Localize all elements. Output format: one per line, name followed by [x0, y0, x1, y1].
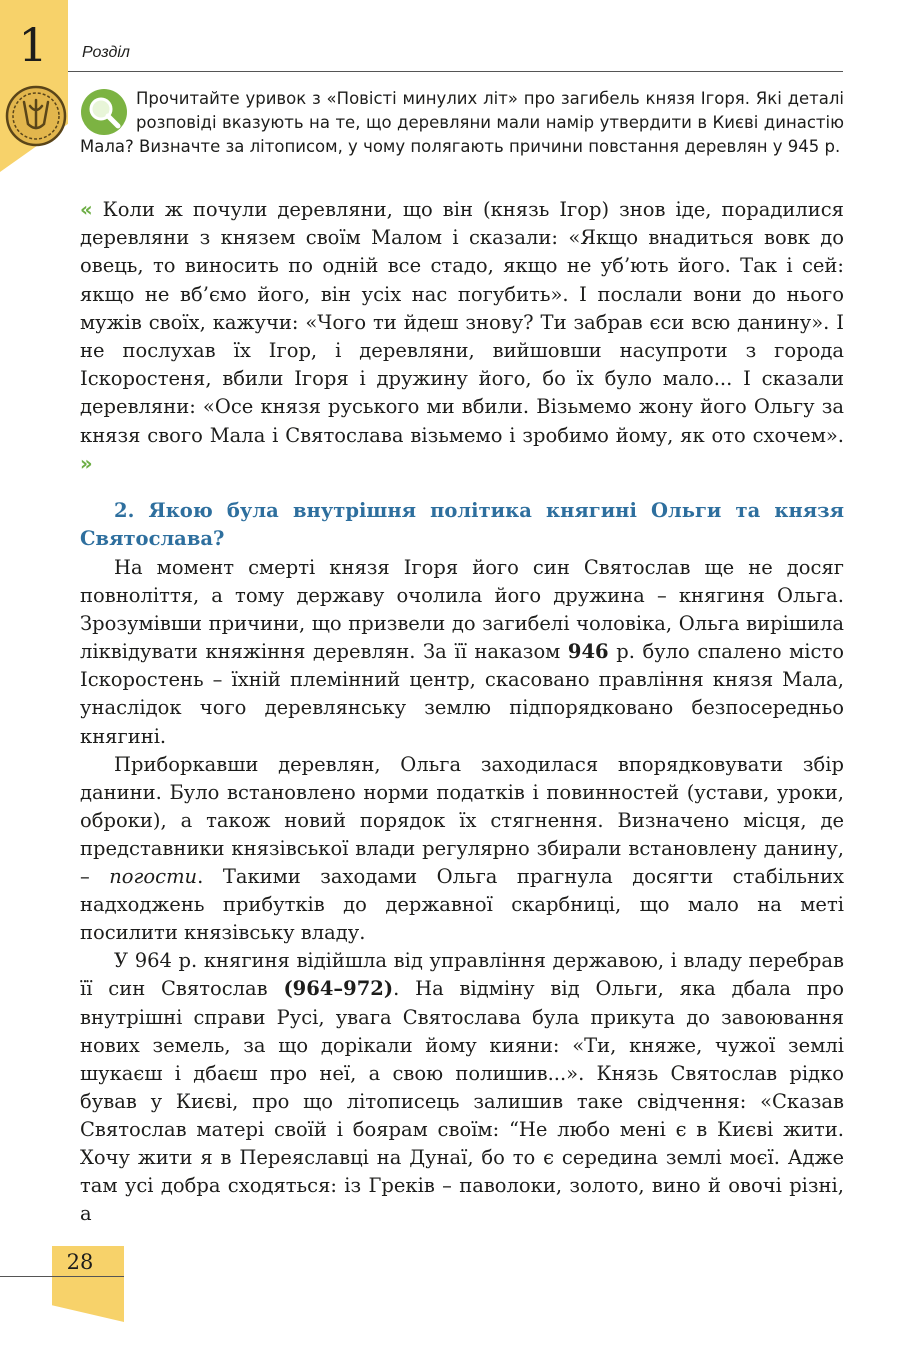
paragraph-2: [80, 751, 844, 948]
chronicle-quote: [80, 196, 844, 478]
footer-rule: [0, 1276, 124, 1277]
quote-open-mark: «: [80, 198, 93, 221]
paragraph-3: [80, 947, 844, 1228]
coin-icon: [4, 84, 68, 148]
paragraph-1: [80, 554, 844, 751]
paragraph-2-part-b: . Такими заходами Ольга прагнула досягти стабільних надходжень прибутків до державної скарбниці, що мало на меті посилити князівську владу.: [80, 865, 844, 945]
section-heading: 2. Якою була внутрішня політика княгині Ольги та князя Святослава?: [80, 499, 844, 550]
header-rule: [68, 71, 843, 72]
paragraph-1-year: 946: [567, 640, 609, 664]
paragraph-3-part-a: У 964 р. княгиня відійшла від управління державою, і владу перебрав її син Святослав: [80, 949, 844, 1001]
quote-text: Коли ж почули деревляни, що він (князь Ігор) знов іде, порадилися деревляни з князем своїм Малом і сказали: «Якщо внадиться вовк до овець, то виносить по одній все стадо, якщо не уб’ють його. Так і сей: якщо не вб’ємо його, він усіх нас погубить». І послали вони до нього мужів своїх, кажучи: «Чого ти йдеш знову? Ти забрав єси всю данину». І не послухав їх Ігор, і деревляни, вийшовши насупроти з города Іскоростеня, вбили Ігоря і дружину його, бо їх було мало... І сказали деревляни: «Осе князя руського ми вбили. Візьмемо жону його Ольгу за князя свого Мала і Святослава візьмемо і зробимо йому, як ото схочем».: [80, 198, 844, 447]
paragraph-3-part-b: . На відміну від Ольги, яка дбала про внутрішні справи Русі, увага Святослава була прикута до завоювання нових земель, за що дорікали йому кияни: «Ти, княже, чужої землі шукаєш і дбаєш про неї, а свою полишив...». Князь Святослав рідко бував у Києві, про що літописець залишив таке свідчення: «Сказав Святослав матері своїй і боярам своїм: “Не любо мені є в Києві жити. Хочу жити я в Переяславці на Дунаї, бо то є середина землі моєї. Адже там усі добра сходяться: із Греків – паволоки, золото, вино й овочі різні, а: [80, 977, 844, 1226]
page-number: 28: [66, 1250, 94, 1274]
chapter-label: Розділ: [82, 44, 130, 61]
task-text: Прочитайте уривок з «Повісті минулих літ» про загибель князя Ігоря. Які деталі розповіді вказують на те, що деревляни мали намір утвердити в Києві династію Мала? Визначте за літописом, у чому полягають причини повстання деревлян у 945 р.: [80, 89, 844, 156]
quote-close-mark: »: [80, 451, 93, 475]
paragraph-2-part-a: Приборкавши деревлян, Ольга заходилася впорядковувати збір данини. Було встановлено норми податків і повинностей (устави, уроки, оброки), а також новий порядок їх стягнення. Визначено місця, де представники князівської влади регулярно збирали встановлену данину, –: [80, 752, 844, 889]
paragraph-1-part-b: р. було спалено місто Іскоростень – їхній племінний центр, скасовано правління князя Мала, унаслідок чого деревлянську землю підпорядковано безпосередньо княгині.: [80, 640, 844, 748]
paragraph-1-part-a: На момент смерті князя Ігоря його син Святослав ще не досяг повноліття, а тому державу очолила його дружина – княгиня Ольга. Зрозумівши причини, що призвели до загибелі чоловіка, Ольга вирішила ліквідувати княжіння деревлян. За її наказом: [80, 556, 844, 664]
chapter-number: 1: [18, 18, 48, 72]
section-body: [80, 554, 844, 1228]
paragraph-3-years: (964–972): [283, 977, 394, 1001]
paragraph-2-term: погости: [109, 865, 198, 889]
